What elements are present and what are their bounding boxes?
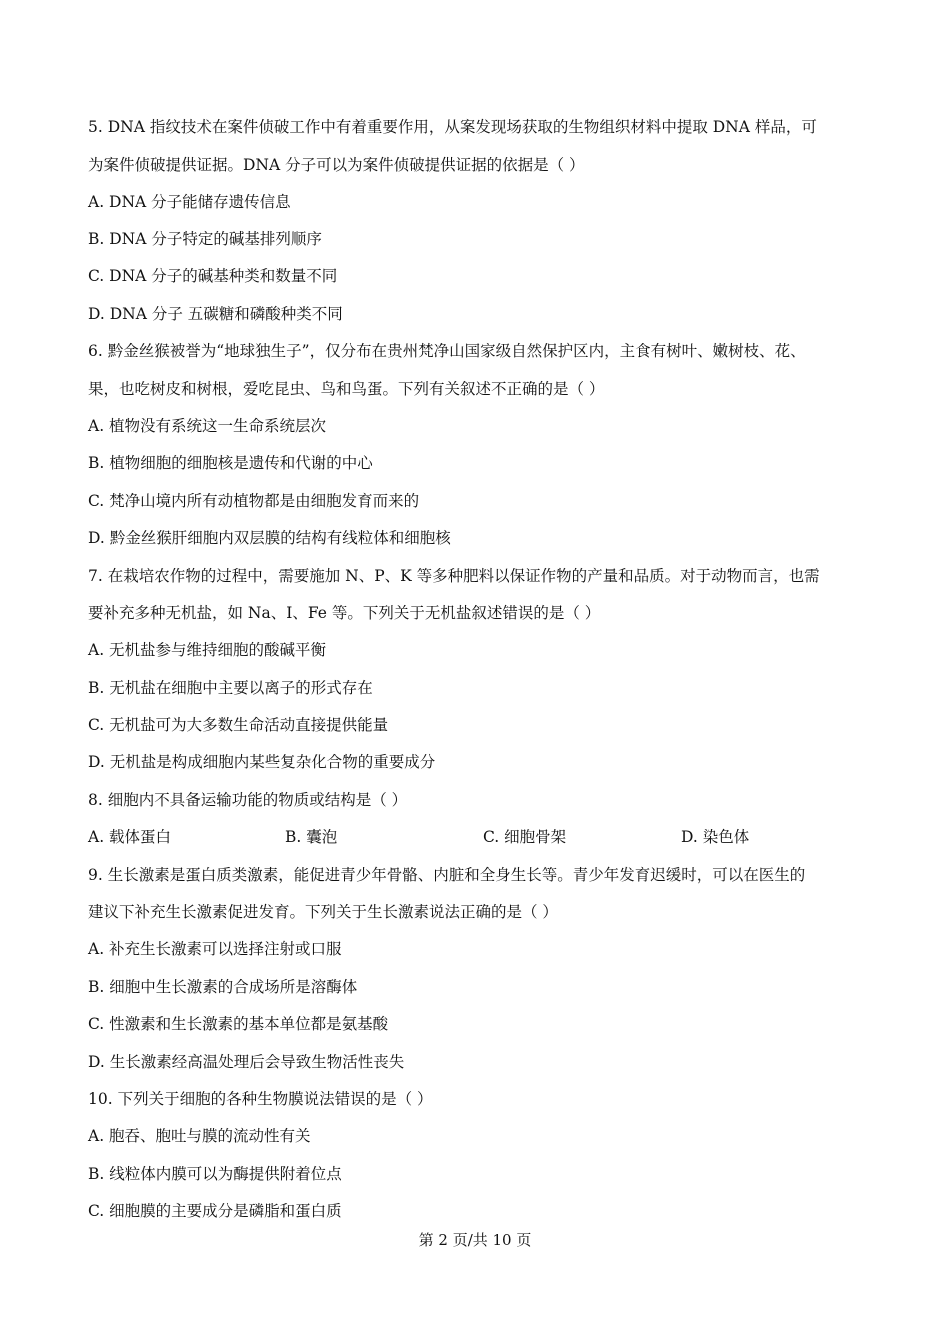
question-5-stem-line-1: 5. DNA 指纹技术在案件侦破工作中有着重要作用，从案发现场获取的生物组织材料中提取 DNA 样品，可	[88, 118, 817, 136]
question-6-option-c: C. 梵净山境内所有动植物都是由细胞发育而来的	[88, 492, 420, 510]
question-5-option-c: C. DNA 分子的碱基种类和数量不同	[88, 267, 338, 285]
page-number-footer: 第 2 页/共 10 页	[418, 1231, 532, 1249]
question-7-option-d: D. 无机盐是构成细胞内某些复杂化合物的重要成分	[88, 753, 436, 771]
question-5-stem-line-2: 为案件侦破提供证据。DNA 分子可以为案件侦破提供证据的依据是（ ）	[88, 156, 585, 174]
question-10-option-c: C. 细胞膜的主要成分是磷脂和蛋白质	[88, 1202, 342, 1220]
question-10-option-a: A. 胞吞、胞吐与膜的流动性有关	[88, 1127, 311, 1145]
question-8-option-a: A. 载体蛋白	[88, 828, 172, 846]
question-10-option-b: B. 线粒体内膜可以为酶提供附着位点	[88, 1165, 342, 1183]
question-7-stem-line-2: 要补充多种无机盐，如 Na、I、Fe 等。下列关于无机盐叙述错误的是（ ）	[88, 604, 601, 622]
question-8-option-b: B. 囊泡	[285, 828, 338, 846]
question-9-option-b: B. 细胞中生长激素的合成场所是溶酶体	[88, 978, 358, 996]
question-8-option-c: C. 细胞骨架	[483, 828, 567, 846]
question-5-option-a: A. DNA 分子能储存遗传信息	[88, 193, 291, 211]
question-10-stem: 10. 下列关于细胞的各种生物膜说法错误的是（ ）	[88, 1090, 433, 1108]
question-7-option-c: C. 无机盐可为大多数生命活动直接提供能量	[88, 716, 389, 734]
question-7-option-b: B. 无机盐在细胞中主要以离子的形式存在	[88, 679, 373, 697]
question-8-options-row	[88, 827, 868, 847]
question-9-stem-line-2: 建议下补充生长激素促进发育。下列关于生长激素说法正确的是（ ）	[88, 903, 558, 921]
question-6-stem-line-2: 果，也吃树皮和树根，爱吃昆虫、鸟和鸟蛋。下列有关叙述不正确的是（ ）	[88, 380, 605, 398]
question-7-stem-line-1: 7. 在栽培农作物的过程中，需要施加 N、P、K 等多种肥料以保证作物的产量和品质。对于动物而言，也需	[88, 567, 820, 585]
question-7-option-a: A. 无机盐参与维持细胞的酸碱平衡	[88, 641, 327, 659]
question-9-option-d: D. 生长激素经高温处理后会导致生物活性丧失	[88, 1053, 405, 1071]
question-5-option-d: D. DNA 分子 五碳糖和磷酸种类不同	[88, 305, 343, 323]
question-8-option-d: D. 染色体	[681, 828, 750, 846]
question-6-option-d: D. 黔金丝猴肝细胞内双层膜的结构有线粒体和细胞核	[88, 529, 451, 547]
question-9-option-c: C. 性激素和生长激素的基本单位都是氨基酸	[88, 1015, 389, 1033]
question-6-option-a: A. 植物没有系统这一生命系统层次	[88, 417, 327, 435]
question-6-stem-line-1: 6. 黔金丝猴被誉为“地球独生子”，仅分布在贵州梵净山国家级自然保护区内，主食有树叶、嫩树枝、花、	[88, 342, 806, 360]
question-8-stem: 8. 细胞内不具备运输功能的物质或结构是（ ）	[88, 791, 408, 809]
question-9-option-a: A. 补充生长激素可以选择注射或口服	[88, 940, 342, 958]
question-9-stem-line-1: 9. 生长激素是蛋白质类激素，能促进青少年骨骼、内脏和全身生长等。青少年发育迟缓时，可以在医生的	[88, 866, 806, 884]
question-5-option-b: B. DNA 分子特定的碱基排列顺序	[88, 230, 322, 248]
question-6-option-b: B. 植物细胞的细胞核是遗传和代谢的中心	[88, 454, 373, 472]
